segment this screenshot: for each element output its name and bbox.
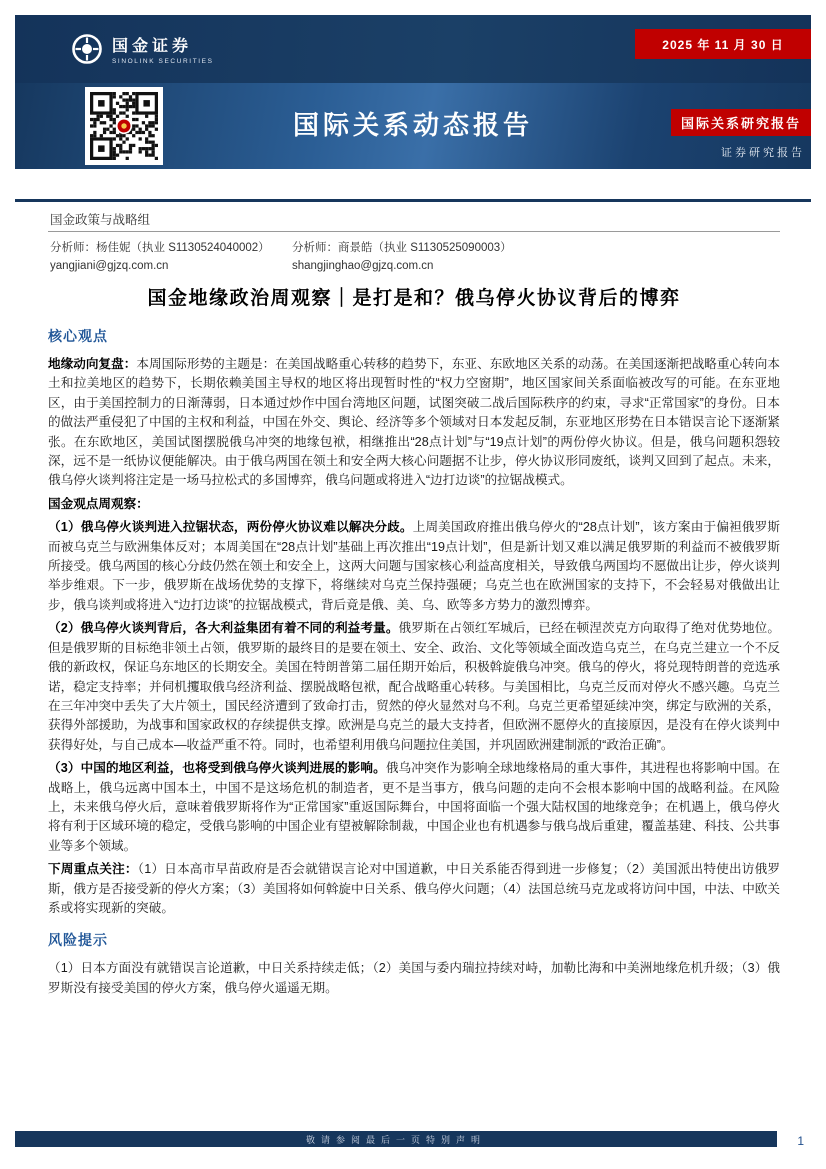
- report-series-title: 国际关系动态报告: [292, 110, 533, 140]
- report-header: [15, 15, 811, 169]
- header-divider: [15, 199, 811, 202]
- paragraph-text: 上周美国政府推出俄乌停火的“28点计划”，该方案由于偏袒俄罗斯而被乌克兰与欧洲集体反对；本周美国在“28点计划”基础上再次推出“19点计划”，但是新计划又难以满足俄罗斯的利益而不被俄罗斯所接受。俄乌两国的核心分歧仍然在领土和安全上，这两大问题与国家核心利益高度相关，导致俄乌两国均不愿做出让步，停火谈判举步维艰。下一步，俄罗斯在战场优势的支撑下，将继续对乌克兰保持强硬；乌克兰也在欧洲国家的支持下，不会轻易对俄做出让步，俄乌谈判或将进入“边打边谈”的拉锯战模式，背后竟是俄、美、乌、欧等多方势力的激烈博弈。: [48, 520, 780, 612]
- research-group-name: 国金政策与战略组: [50, 213, 151, 227]
- analyst-2-email[interactable]: shangjinghao@gjzq.com.cn: [292, 260, 434, 272]
- paragraph-text: 本周国际形势的主题是：在美国战略重心转移的趋势下，东亚、东欧地区关系的动荡。在美国逐渐把战略重心转向本土和拉美地区的趋势下，长期依赖美国主导权的地区将出现暂时性的“权力空窗期”，地区国家间关系面临被改写的可能。在东亚地区，由于美国控制力的日渐薄弱，日本通过炒作中国台湾地区问题，试图突破二战后国际秩序的约束，寻求“正常国家”的身份。日本的做法严重侵犯了中国的主权和利益，中国在外交、舆论、经济等多个领域对日本发起反制，东亚地区形势在日本错误言论下逐渐紧张。在东欧地区，美国试图摆脱俄乌冲突的地缘包袱，相继推出“28点计划”与“19点计划”的两份停火协议。但是，俄乌问题积怨较深，远不是一纸协议便能解决。由于俄乌两国在领土和安全两大核心问题据不让步，停火协议形同废纸，谈判又回到了起点。未来，俄乌停火谈判将注定是一场马拉松式的多国博弈，俄乌问题或将进入“边打边谈”的拉锯战模式。: [48, 357, 781, 488]
- analyst-1-email[interactable]: yangjiani@gjzq.com.cn: [50, 260, 169, 272]
- paragraph-lead: 地缘动向复盘：: [48, 357, 137, 371]
- sinolink-logo-icon: [71, 33, 103, 65]
- paragraph-lead: （3）中国的地区利益，也将受到俄乌停火谈判进展的影响。: [48, 761, 386, 776]
- brand-text: [112, 33, 214, 65]
- page-title: 国金地缘政治周观察｜是打是和？俄乌停火协议背后的博弈: [147, 288, 681, 309]
- risk-heading: 风险提示: [48, 932, 108, 949]
- report-category-subtitle: 证券研究报告: [721, 147, 805, 159]
- core-paragraph: [48, 355, 780, 491]
- analyst-2: [292, 239, 534, 275]
- paragraph-lead: 国金观点周观察：: [48, 496, 149, 511]
- report-date-badge: 2025 年 11 月 30 日: [635, 29, 811, 59]
- core-paragraph: [48, 759, 780, 856]
- report-category-badge: 国际关系研究报告: [671, 109, 811, 136]
- paragraph-text: 俄乌冲突作为影响全球地缘格局的重大事件，其进程也将影响中国。在战略上，俄乌远离中国本土，中国不是这场危机的制造者，更不是当事方，俄乌问题的走向不会根本影响中国的战略利益。在风险上，未来俄乌停火后，意味着俄罗斯将作为“正常国家”重返国际舞台，中国将面临一个强大陆权国的地缘竞争；在机遇上，俄乌停火将有利于区域环境的稳定，受俄乌影响的中国企业有望被解除制裁，中国企业也有机遇参与俄乌战后重建，覆盖基建、科技、公共事业等多个领域。: [48, 761, 780, 853]
- paragraph-lead: （1）俄乌停火谈判进入拉锯状态，两份停火协议难以解决分歧。: [48, 520, 413, 535]
- brand-name: 国金证券: [112, 38, 193, 55]
- header-top-band: [15, 15, 811, 83]
- analyst-1: [50, 239, 292, 275]
- core-paragraph: [48, 860, 780, 918]
- report-body: [48, 283, 780, 1002]
- paragraph-text: 俄罗斯在占领红军城后，已经在顿涅茨克方向取得了绝对优势地位。但是俄罗斯的目标绝非领土占领，俄罗斯的最终目的是要在领土、安全、政治、文化等领域全面改造乌克兰，在乌克兰建立一个不反俄的新政权，保证乌东地区的长期安全。美国在特朗普第二届任期开始后，积极斡旋俄乌冲突。俄乌的停火，将兑现特朗普的竞选承诺，稳定支持率；并伺机攫取俄乌经济利益、摆脱战略包袱，配合战略重心转移。与美国相比，乌克兰反而对停火不感兴趣。乌克兰在三年冲突中丢失了大片领土，国民经济遭到了致命打击，贸然的停火显然对乌不利。乌克兰更希望延续冲突，绑定与欧洲的关系，获得外部援助，为战事和国家政权的存续提供支撑。欧洲是乌克兰的最大支持者，但欧洲不愿停火的直接原因，是没有在停火谈判中获得好处，与自己成本—收益严重不符。同时，也希望利用俄乌问题拉住美国，并巩固欧洲建制派的“政治正确”。: [48, 621, 780, 752]
- meta-divider: [48, 231, 780, 232]
- header-title-band: [15, 83, 811, 169]
- core-paragraph: [48, 518, 780, 615]
- analyst-2-label: 分析师：商景皓（执业 S1130525090003）: [292, 242, 512, 254]
- analyst-1-label: 分析师：杨佳妮（执业 S1130524040002）: [50, 242, 270, 254]
- core-paragraph: [48, 495, 780, 514]
- core-view-heading: 核心观点: [48, 328, 108, 344]
- risk-paragraph: （1）日本方面没有就错误言论道歉，中日关系持续走低；（2）美国与委内瑞拉持续对峙，加勒比海和中美洲地缘危机升级；（3）俄罗斯没有接受美国的停火方案，俄乌停火遥遥无期。: [48, 961, 780, 995]
- page-number: 1: [797, 1134, 804, 1148]
- core-paragraph: [48, 619, 780, 755]
- brand-subname: SINOLINK SECURITIES: [112, 58, 214, 65]
- analyst-block: [50, 239, 780, 275]
- brand: [71, 33, 214, 65]
- footer-disclaimer-bar: 敬请参阅最后一页特别声明: [15, 1131, 777, 1147]
- paragraph-lead: 下周重点关注：: [48, 862, 138, 877]
- paragraph-text: （1）日本高市早苗政府是否会就错误言论对中国道歉，中日关系能否得到进一步修复；（2）美国派出特使出访俄罗斯，俄方是否接受新的停火方案；（3）美国将如何斡旋中日关系、俄乌停火问题；（4）法国总统马克龙或将访问中国，中法、中欧关系或将实现新的突破。: [48, 862, 780, 915]
- paragraph-lead: （2）俄乌停火谈判背后，各大利益集团有着不同的利益考量。: [48, 621, 399, 636]
